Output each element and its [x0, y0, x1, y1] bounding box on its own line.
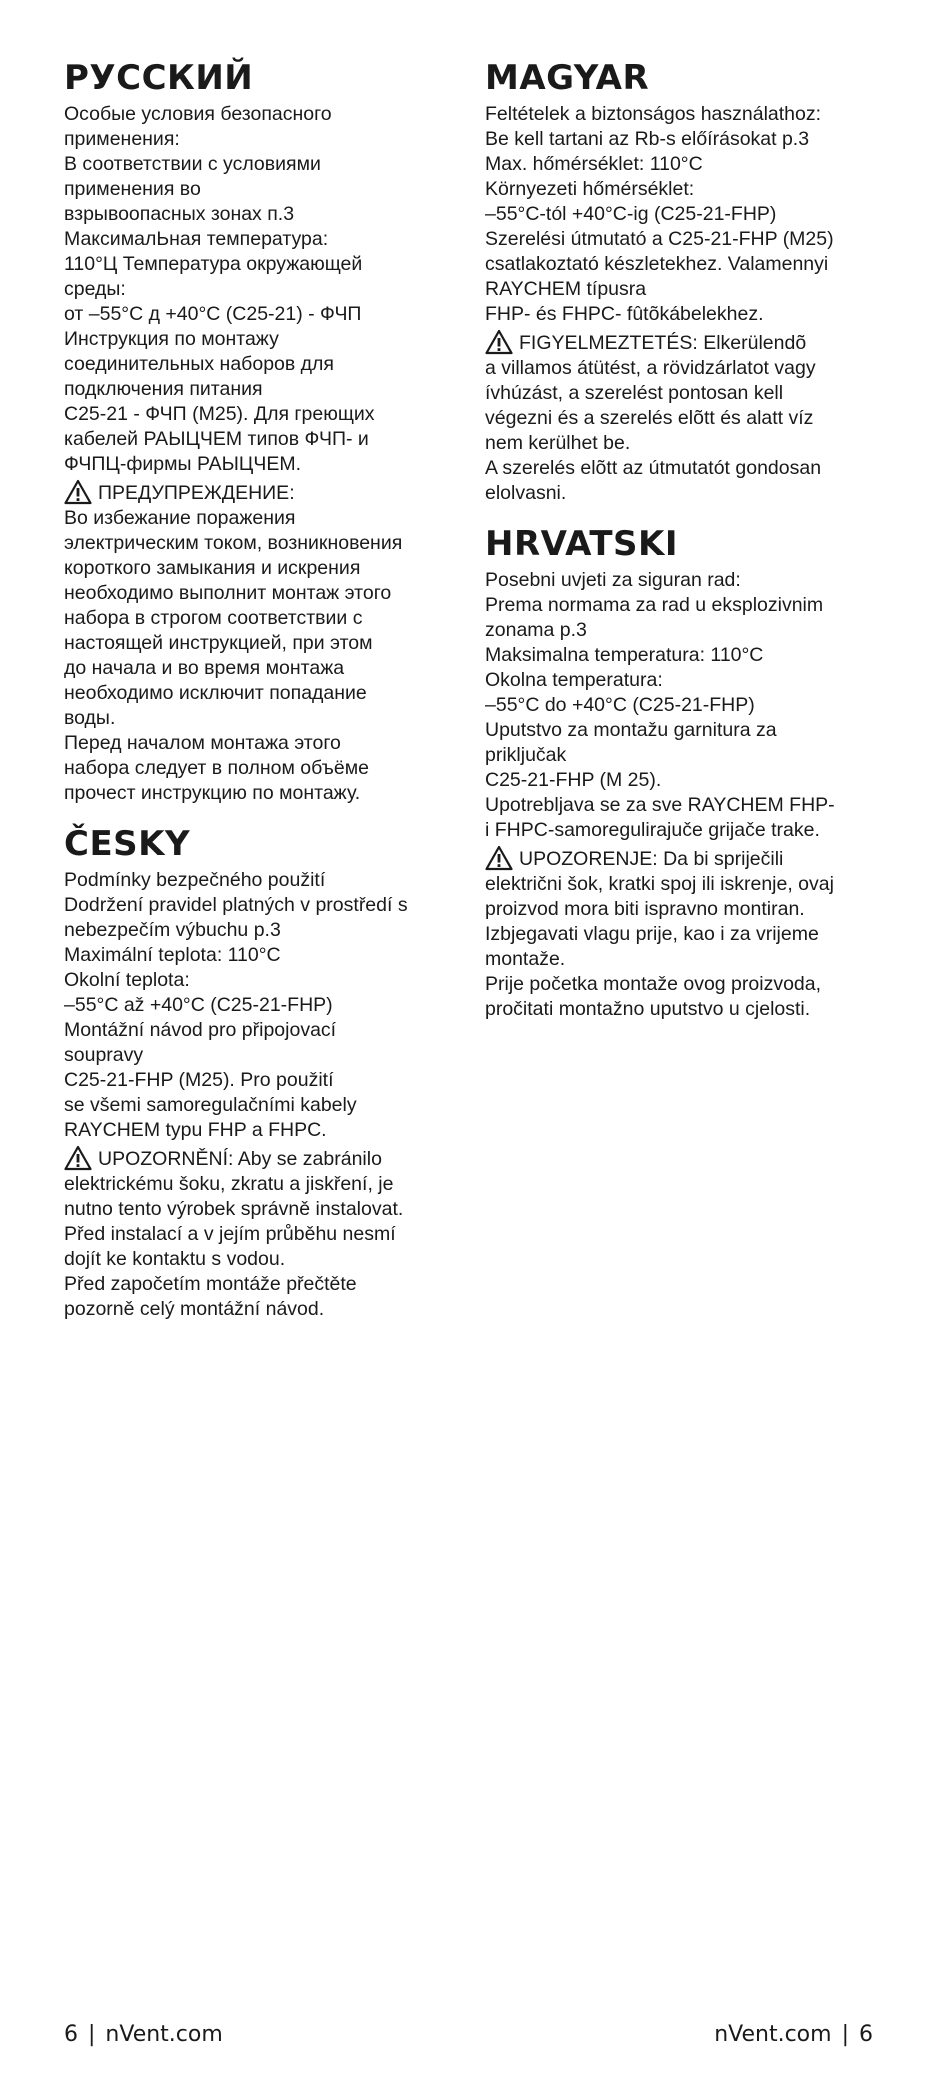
warning-line: végezni és a szerelés elõtt és alatt víz [485, 407, 814, 429]
text-line: Montážní návod pro připojovací [64, 1019, 337, 1041]
text-line: –55°C-tól +40°C-ig (C25-21-FHP) [485, 203, 777, 225]
text-line: –55°C až +40°C (C25-21-FHP) [64, 994, 333, 1016]
section-body [64, 868, 454, 1143]
text-line: кабелей РАЫЦЧЕМ типов ФЧП- и [64, 428, 369, 450]
warning-line: Před započetím montáže přečtěte [64, 1273, 357, 1295]
text-line: Maximální teplota: 110°C [64, 944, 281, 966]
section-hungarian [485, 58, 875, 506]
warning-block [64, 1147, 454, 1322]
warning-line: elektrickému šoku, zkratu a jiskření, je [64, 1173, 394, 1195]
text-line: подключения питания [64, 378, 263, 400]
warning-block [485, 847, 875, 1022]
warning-label [64, 1147, 454, 1172]
text-line: Maksimalna temperatura: 110°C [485, 644, 764, 666]
text-line: В соответствии с условиями [64, 153, 321, 175]
warning-line: A szerelés elõtt az útmutatót gondosan [485, 457, 822, 479]
text-line: от –55°C д +40°C (C25-21) - ФЧП [64, 303, 362, 325]
warning-line: до начала и во время монтажа [64, 657, 345, 679]
text-line: FHP- és FHPC- fûtõkábelekhez. [485, 303, 764, 325]
warning-label [485, 331, 875, 356]
text-line: Prema normama za rad u eksplozivnim [485, 594, 824, 616]
warning-line: короткого замыкания и искрения [64, 557, 361, 579]
text-line: i FHPC-samoregulirajuče grijače trake. [485, 819, 820, 841]
warning-label [64, 481, 454, 506]
warning-triangle-icon [64, 1145, 92, 1171]
warning-line: электрическим током, возникновения [64, 532, 403, 554]
text-line: ФЧПЦ-фирмы РАЫЦЧЕМ. [64, 453, 302, 475]
text-line: Особые условия безопасного [64, 103, 332, 125]
section-czech [64, 824, 454, 1322]
warning-triangle-icon [485, 329, 513, 355]
section-title: MAGYAR [485, 58, 650, 98]
text-line: соединительных наборов для [64, 353, 334, 375]
left-column [64, 58, 454, 1340]
section-russian [64, 58, 454, 806]
warning-line: elolvasni. [485, 482, 567, 504]
text-line: Be kell tartani az Rb-s előírásokat p.3 [485, 128, 810, 150]
text-line: МаксималЬная температура: [64, 228, 329, 250]
warning-line: dojít ke kontaktu s vodou. [64, 1248, 286, 1270]
warning-line: настоящей инструкцией, при этом [64, 632, 373, 654]
text-line: RAYCHEM typu FHP a FHPC. [64, 1119, 327, 1141]
text-line: C25-21 - ФЧП (M25). Для греющих [64, 403, 375, 425]
warning-line: Prije početka montaže ovog proizvoda, [485, 973, 822, 995]
text-line: среды: [64, 278, 126, 300]
footer-website-link[interactable]: nVent.com [105, 2022, 223, 2047]
right-column [485, 58, 875, 1040]
text-line: Max. hőmérséklet: 110°C [485, 153, 703, 175]
warning-text: FIGYELMEZTETÉS: Elkerülendõ [519, 332, 807, 354]
text-line: применения во [64, 178, 201, 200]
warning-line: Во избежание поражения [64, 507, 296, 529]
text-line: csatlakoztató készletekhez. Valamennyi [485, 253, 829, 275]
section-title: ČESKY [64, 824, 191, 864]
warning-block [485, 331, 875, 506]
text-line: priključak [485, 744, 567, 766]
text-line: RAYCHEM típusra [485, 278, 647, 300]
text-line: se všemi samoregulačními kabely [64, 1094, 357, 1116]
warning-text: UPOZORENJE: Da bi spriječili [519, 848, 784, 870]
text-line: Podmínky bezpečného použití [64, 869, 326, 891]
text-line: Okolní teplota: [64, 969, 190, 991]
warning-line: proizvod mora biti ispravno montiran. [485, 898, 805, 920]
text-line: Dodržení pravidel platných v prostředí s [64, 894, 408, 916]
warning-line: набора следует в полном объёме [64, 757, 369, 779]
text-line: Uputstvo za montažu garnitura za [485, 719, 777, 741]
text-line: взрывоопасных зонах п.3 [64, 203, 295, 225]
warning-line: набора в строгом соответствии с [64, 607, 363, 629]
footer-separator: | [88, 2022, 96, 2047]
text-line: nebezpečím výbuchu p.3 [64, 919, 281, 941]
warning-label [485, 847, 875, 872]
warning-line: pozorně celý montážní návod. [64, 1298, 325, 1320]
text-line: Okolna temperatura: [485, 669, 663, 691]
warning-line: nem kerülhet be. [485, 432, 631, 454]
warning-line: nutno tento výrobek správně instalovat. [64, 1198, 404, 1220]
text-line: Posebni uvjeti za siguran rad: [485, 569, 741, 591]
text-line: применения: [64, 128, 180, 150]
text-line: Feltételek a biztonságos használathoz: [485, 103, 822, 125]
warning-line: воды. [64, 707, 116, 729]
page-number: 6 [64, 2022, 78, 2047]
warning-triangle-icon [485, 845, 513, 871]
section-title: РУССКИЙ [64, 58, 254, 98]
text-line: soupravy [64, 1044, 144, 1066]
text-line: Környezeti hőmérséklet: [485, 178, 695, 200]
text-line: –55°C do +40°C (C25-21-FHP) [485, 694, 755, 716]
footer-separator: | [841, 2022, 849, 2047]
warning-text: ПРЕДУПРЕЖДЕНИЕ: [98, 482, 295, 504]
warning-line: ívhúzást, a szerelést pontosan kell [485, 382, 784, 404]
text-line: 110°Ц Температура окружающей [64, 253, 363, 275]
warning-line: pročitati montažno uputstvo u cjelosti. [485, 998, 811, 1020]
text-line: Szerelési útmutató a C25-21-FHP (M25) [485, 228, 834, 250]
section-body [64, 102, 454, 477]
page-number: 6 [859, 2022, 873, 2047]
warning-line: необходимо исключит попадание [64, 682, 367, 704]
warning-line: прочест инструкцию по монтажу. [64, 782, 361, 804]
footer-left [64, 2020, 223, 2050]
warning-line: Izbjegavati vlagu prije, kao i za vrijeme [485, 923, 819, 945]
section-croatian [485, 524, 875, 1022]
section-body [485, 102, 875, 327]
warning-line: električni šok, kratki spoj ili iskrenje, ovaj [485, 873, 834, 895]
warning-line: Перед началом монтажа этого [64, 732, 341, 754]
text-line: C25-21-FHP (M25). Pro použití [64, 1069, 334, 1091]
text-line: Upotrebljava se za sve RAYCHEM FHP- [485, 794, 835, 816]
warning-text: UPOZORNĚNÍ: Aby se zabránilo [98, 1148, 382, 1170]
text-line: Инструкция по монтажу [64, 328, 279, 350]
text-line: C25-21-FHP (M 25). [485, 769, 662, 791]
warning-line: montaže. [485, 948, 566, 970]
text-line: zonama p.3 [485, 619, 587, 641]
section-title: HRVATSKI [485, 524, 678, 564]
warning-line: Před instalací a v jejím průběhu nesmí [64, 1223, 396, 1245]
warning-block [64, 481, 454, 806]
warning-triangle-icon [64, 479, 92, 505]
section-body [485, 568, 875, 843]
warning-line: a villamos átütést, a rövidzárlatot vagy [485, 357, 816, 379]
footer-website-link[interactable]: nVent.com [714, 2022, 832, 2047]
footer-right [714, 2020, 873, 2050]
warning-line: необходимо выполнит монтаж этого [64, 582, 392, 604]
